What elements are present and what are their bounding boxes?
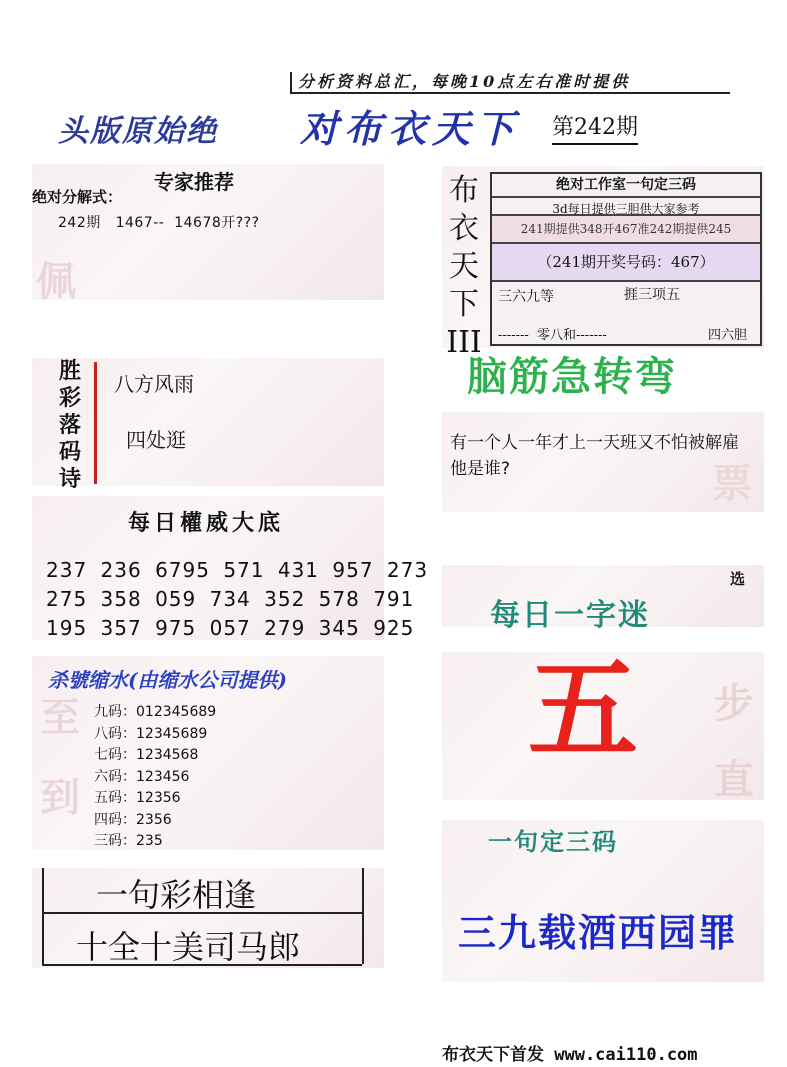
studio-title-row [492, 174, 760, 196]
shrink-item: 八码：12345689 [94, 725, 208, 742]
watermark-art: 佩 [36, 258, 76, 300]
expert-heading: 专家推荐 [154, 170, 234, 194]
expert-label: 绝对分解式： [32, 188, 123, 206]
watermark-art: 至 [40, 694, 80, 741]
sanma-text: 三九载酒西园罪 [458, 911, 739, 955]
top-strip: 分析资料总汇，每晚10点左右准时提供 [290, 72, 730, 94]
daily-row-3: 195 357 975 057 279 345 925 [46, 616, 415, 640]
poem-line-1: 八方风雨 [114, 372, 194, 396]
studio-box [490, 172, 762, 346]
riddle-answer: 五 [528, 645, 638, 774]
brain-title: 脑筋急转弯 [467, 354, 677, 400]
studio-prize: （241期开奖号码：467） [537, 253, 715, 271]
shrink-item: 六码：123456 [94, 768, 190, 785]
studio-right-note: 捱三项五 [624, 287, 680, 303]
shrink-item: 四码：2356 [94, 811, 172, 828]
lucky-line-2: 十全十美司马郎 [76, 928, 301, 966]
select-mark: 选 [730, 570, 746, 588]
shrink-title: 杀號缩水(由缩水公司提供) [48, 668, 287, 692]
daily-row-1: 237 236 6795 571 431 957 273 [46, 558, 429, 582]
shrink-list [94, 702, 216, 853]
shrink-item: 九码：012345689 [94, 704, 217, 720]
title-right: 对布衣天下 [300, 106, 521, 151]
watermark-art: 到 [40, 774, 80, 821]
daily-heading: 每日權威大底 [128, 510, 285, 536]
sanma-title: 一句定三码 [488, 828, 618, 856]
expert-line: 242期 1467-- 14678开??? [58, 215, 260, 231]
issue-number: 第242期 [552, 110, 638, 145]
studio-history-row [492, 216, 760, 244]
studio-title: 绝对工作室一句定三码 [556, 177, 696, 193]
poem-title: 胜彩落码诗 [58, 358, 81, 492]
studio-history: 241期提供348开467准242期提供245 [520, 222, 732, 236]
shrink-item: 七码：1234568 [94, 747, 199, 763]
studio-bottom-right: 四六胆 [708, 328, 748, 343]
watermark-art: 票 [712, 460, 752, 507]
title-left: 头版原始绝 [58, 114, 218, 149]
studio-vertical-title: 布衣天下III [446, 173, 482, 360]
studio-left-note: 三六九等 [498, 289, 554, 305]
brain-question: 有一个人一年才上一天班又不怕被解雇他是谁? [450, 433, 739, 479]
studio-sub-row [492, 196, 760, 216]
lucky-line-1: 一句彩相逢 [96, 876, 257, 914]
studio-sub: 3d每日提供三胆供大家参考 [552, 202, 700, 216]
poem-line-2: 四处逛 [126, 428, 186, 452]
watermark-art: 步 [714, 680, 754, 727]
riddle-title: 每日一字迷 [490, 598, 650, 633]
studio-bottom-left: ------- 零八和------- [498, 328, 607, 343]
shrink-item: 五码：12356 [94, 790, 181, 806]
shrink-item: 三码：235 [94, 833, 163, 849]
studio-prize-row [492, 244, 760, 282]
poem-divider [94, 362, 97, 484]
watermark-art: 直 [714, 756, 754, 800]
footer-text: 布衣天下首发 www.cai110.com [442, 1045, 698, 1065]
daily-row-2: 275 358 059 734 352 578 791 [46, 587, 415, 611]
